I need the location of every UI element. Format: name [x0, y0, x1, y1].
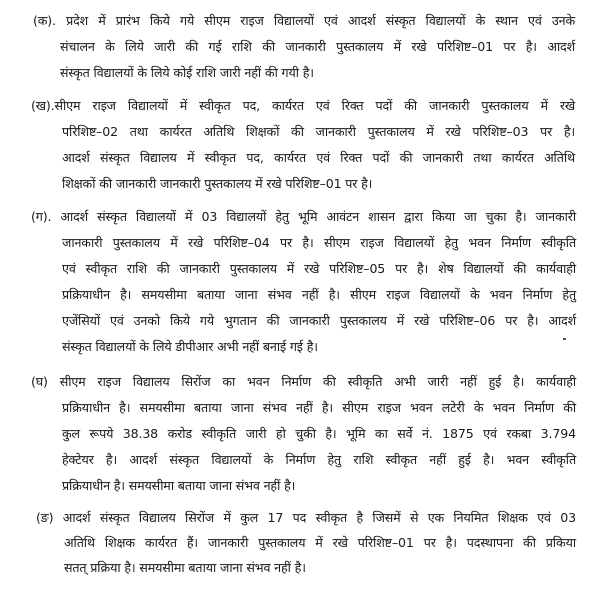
- text-line: कुल रूपये 38.38 करोड स्वीकृति जारी हो चुकी है। भूमि का सर्वे नं. 1875 एवं रकबा 3.794: [62, 426, 576, 441]
- text-line: प्रक्रियाधीन है। समयसीमा बताया जाना संभव नहीं है। सीएम राइज भवन लटेरी के भवन निर्माण की: [62, 400, 576, 415]
- text-line: एजेंसियों एवं उनको किये गये भुगतान की जानकारी पुस्तकालय में रखे परिशिष्ट–06 पर है। आदर्श: [62, 313, 576, 328]
- text-line: संस्कृत विद्यालयों के लिये डीपीआर अभी नहीं बनाई गई है।: [62, 339, 318, 354]
- text-line: प्रक्रियाधीन है। समयसीमा बताया जाना संभव नहीं है। सीएम राइज विद्यालयों के भवन निर्माण हेतु: [62, 287, 576, 302]
- text-line: आदर्श संस्कृत विद्यालय में स्वीकृत पद, कार्यरत एवं रिक्त पदों की जानकारी तथा कार्यरत अतिथि: [62, 150, 575, 165]
- text-line: संचालन के लिये जारी की गई राशि की जानकारी पुस्तकालय में रखे परिशिष्ट–01 पर है। आदर्श: [60, 39, 575, 54]
- ink-speck: [563, 338, 566, 340]
- text-line: जानकारी पुस्तकालय में रखे परिशिष्ट–04 पर है। सीएम राइज विद्यालयों हेतु भवन निर्माण स्वीकृति: [62, 235, 576, 250]
- text-line: प्रक्रियाधीन है। समयसीमा बताया जाना संभव नहीं है।: [62, 478, 296, 493]
- text-line: संस्कृत विद्यालयों के लिये कोई राशि जारी नहीं की गयी है।: [60, 65, 314, 80]
- text-line: परिशिष्ट–02 तथा कार्यरत अतिथि शिक्षकों की जानकारी पुस्तकालय में रखे परिशिष्ट–03 पर है।: [62, 124, 575, 139]
- text-line: (ङ) आदर्श संस्कृत विद्यालय सिरोंज में कुल 17 पद स्वीकृत है जिसमें से एक नियमित शिक्षक एवं 03: [36, 510, 576, 525]
- text-line: (ग). आदर्श संस्कृत विद्यालयों में 03 विद्यालयों हेतु भूमि आवंटन शासन द्वारा किया जा चुका है। जानकारी: [31, 209, 576, 224]
- text-line: एवं स्वीकृत राशि की जानकारी पुस्तकालय में रखे परिशिष्ट–05 पर है। शेष विद्यालयों की कार्यवाही: [62, 261, 576, 276]
- text-line: शिक्षकों की जानकारी जानकारी पुस्तकालय में रखे परिशिष्ट–01 पर है।: [62, 176, 373, 191]
- text-line: अतिथि शिक्षक कार्यरत हैं। जानकारी पुस्तकालय में रखे परिशिष्ट–01 पर है। पदस्थापना की प्रकिया: [64, 535, 576, 550]
- text-line: सतत् प्रक्रिया है। समयसीमा बताया जाना संभव नहीं है।: [64, 560, 306, 575]
- text-line: हेक्टेयर है। आदर्श संस्कृत विद्यालयों के निर्माण हेतु राशि स्वीकृत नहीं हुई है। भवन स्वीकृति: [62, 452, 576, 467]
- text-line: (घ) सीएम राइज विद्यालय सिरोंज का भवन निर्माण की स्वीकृति अभी जारी नहीं हुई है। कार्यवाही: [31, 374, 576, 389]
- text-line: (क). प्रदेश में प्रारंभ किये गये सीएम राइज विद्यालयों एवं आदर्श संस्कृत विद्यालयों के स्थान एवं उनके: [33, 13, 575, 28]
- text-line: (ख).सीएम राइज विद्यालयों में स्वीकृत पद, कार्यरत एवं रिक्त पदों की जानकारी पुस्तकालय में रखे: [31, 98, 575, 113]
